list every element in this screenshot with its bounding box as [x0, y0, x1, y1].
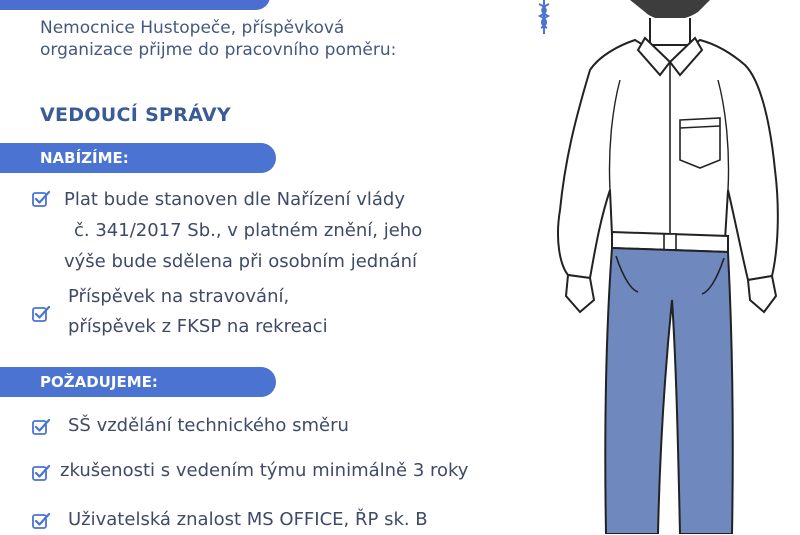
offer-item-1-line-2: č. 341/2017 Sb., v platném znění, jeho [74, 220, 423, 241]
checkbox-check-icon [32, 464, 50, 482]
checkbox-check-icon [32, 512, 50, 530]
job-title: VEDOUCÍ SPRÁVY [40, 104, 231, 126]
offer-item-1-line-1: Plat bude stanoven dle Nařízení vlády [64, 189, 405, 210]
section-requirements-heading: POŽADUJEME: [0, 367, 276, 397]
checkbox-check-icon [32, 190, 50, 208]
requirement-item-1: SŠ vzdělání technického směru [68, 415, 349, 436]
requirement-item-2: zkušenosti s vedením týmu minimálně 3 roky [60, 460, 469, 481]
offer-item-2-line-1: Příspěvek na stravování, [68, 286, 290, 307]
offer-item-2-line-2: příspěvek z FKSP na rekreaci [68, 316, 328, 337]
man-illustration [520, 0, 800, 534]
checkbox-check-icon [32, 305, 50, 323]
top-accent-bar [0, 0, 270, 10]
offer-item-1-line-3: výše bude sdělena při osobním jednání [64, 251, 418, 272]
section-offer-heading: NABÍZÍME: [0, 143, 276, 173]
requirement-item-3: Uživatelská znalost MS OFFICE, ŘP sk. B [68, 509, 428, 530]
checkbox-check-icon [32, 418, 50, 436]
intro-text: Nemocnice Hustopeče, příspěvková organizace přijme do pracovního poměru: [40, 18, 397, 60]
